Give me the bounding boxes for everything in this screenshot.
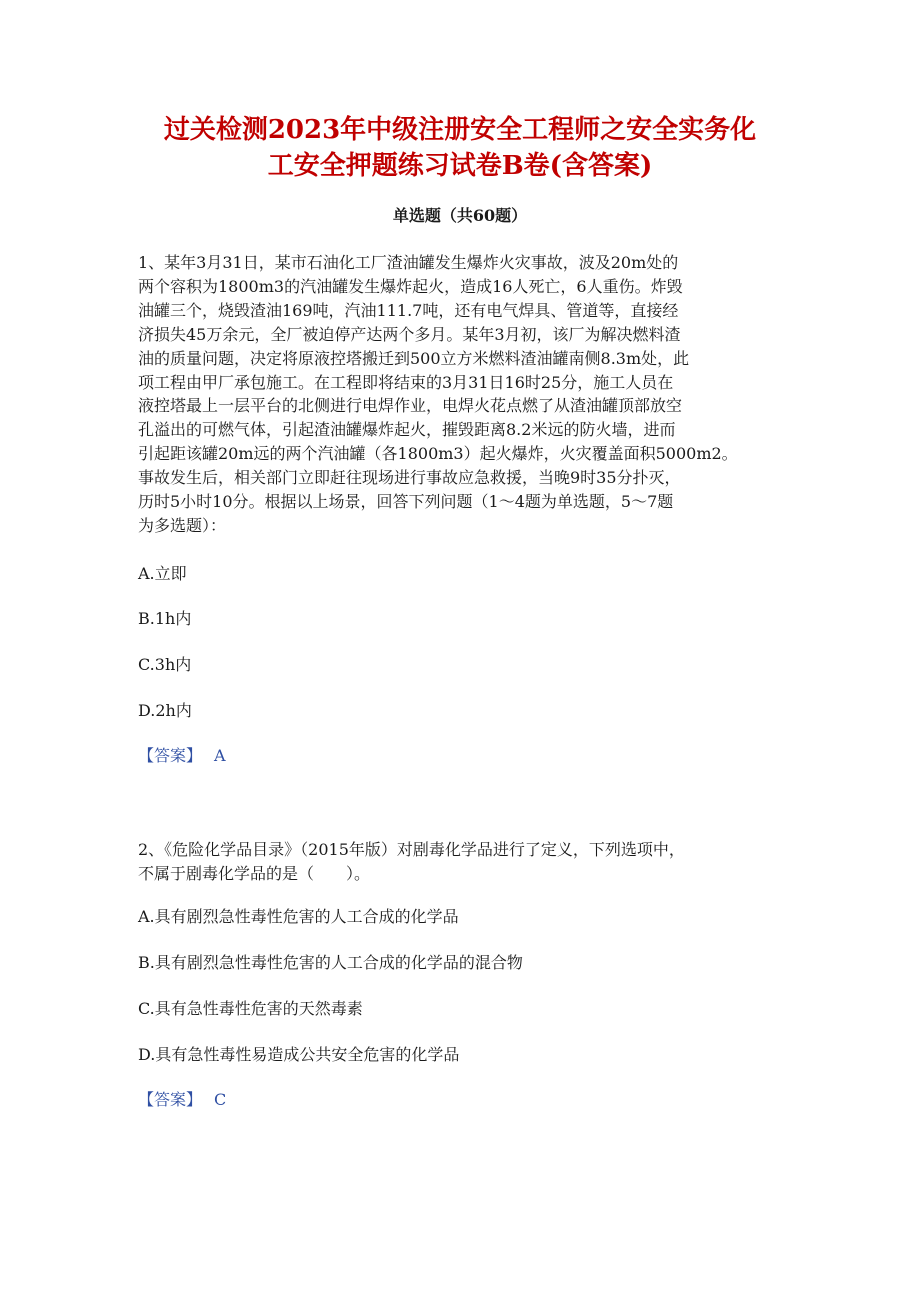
question-1-line: 济损失45万余元，全厂被迫停产达两个多月。某年3月初，该厂为解决燃料渣 [138, 324, 681, 344]
question-1-line: 引起距该罐20m远的两个汽油罐（各1800m3）起火爆炸，火灾覆盖面积5000m2。 [138, 444, 738, 464]
question-2-stem [138, 838, 798, 886]
question-2-option-b: B.具有剧烈急性毒性危害的人工合成的化学品的混合物 [138, 953, 523, 972]
title-line-2: 工安全押题练习试卷B卷(含答案) [267, 151, 653, 181]
title-line-1: 过关检测2023年中级注册安全工程师之安全实务化 [163, 115, 757, 145]
answer-label: 【答案】 [138, 746, 203, 765]
question-1-line: 为多选题）： [138, 515, 227, 535]
question-2-option-d: D.具有急性毒性易造成公共安全危害的化学品 [138, 1045, 460, 1064]
question-1-line: 1、某年3月31日，某市石油化工厂渣油罐发生爆炸火灾事故，波及20m处的 [138, 253, 679, 272]
document-title [120, 112, 800, 184]
question-2-line: 不属于剧毒化学品的是（ ）。 [138, 863, 371, 883]
question-1-line: 油罐三个，烧毁渣油169吨，汽油111.7吨，还有电气焊具、管道等，直接经 [138, 300, 679, 320]
question-1-line: 事故发生后，相关部门立即赶往现场进行事故应急救援，当晚9时35分扑灭， [138, 468, 681, 488]
answer-value: A [214, 746, 226, 765]
question-1-line: 油的质量问题，决定将原液控塔搬迁到500立方米燃料渣油罐南侧8.3m处，此 [138, 348, 690, 368]
question-2-answer [138, 1089, 226, 1111]
question-1-line: 历时5小时10分。根据以上场景，回答下列问题（1～4题为单选题，5～7题 [138, 492, 674, 512]
question-1-stem [138, 251, 798, 538]
section-heading: 单选题（共60题） [392, 206, 528, 225]
question-1-line: 项工程由甲厂承包施工。在工程即将结束的3月31日16时25分，施工人员在 [138, 372, 674, 392]
question-2-option-c: C.具有急性毒性危害的天然毒素 [138, 999, 363, 1018]
question-1-line: 孔溢出的可燃气体，引起渣油罐爆炸起火，摧毁距离8.2米远的防火墙，进而 [138, 420, 676, 440]
question-1-option-d: D.2h内 [138, 701, 192, 720]
question-1-line: 两个容积为1800m3的汽油罐发生爆炸起火，造成16人死亡，6人重伤。炸毁 [138, 276, 683, 296]
question-2-option-a: A.具有剧烈急性毒性危害的人工合成的化学品 [138, 907, 459, 926]
question-1-line: 液控塔最上一层平台的北侧进行电焊作业，电焊火花点燃了从渣油罐顶部放空 [138, 396, 683, 416]
question-1-option-b: B.1h内 [138, 609, 192, 628]
answer-value: C [214, 1090, 227, 1109]
answer-label: 【答案】 [138, 1090, 203, 1109]
question-1-option-c: C.3h内 [138, 655, 192, 674]
question-2-line: 2、《危险化学品目录》（2015年版）对剧毒化学品进行了定义，下列选项中， [138, 840, 685, 859]
question-1-answer [138, 745, 226, 767]
question-1-option-a: A.立即 [138, 564, 187, 583]
